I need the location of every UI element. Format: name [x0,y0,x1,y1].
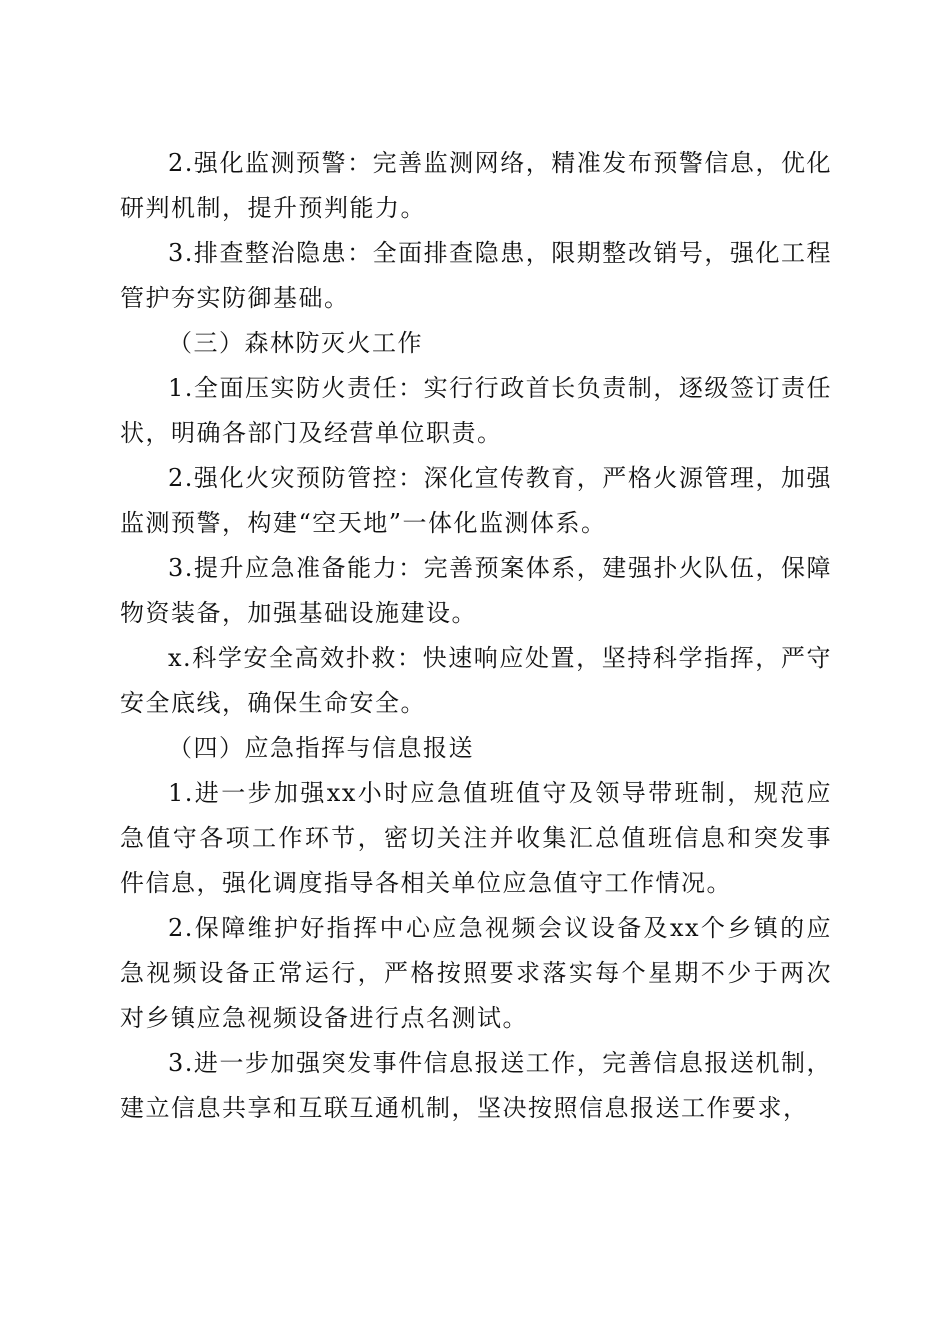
paragraph-hazard-rectification: 3.排查整治隐患：全面排查隐患，限期整改销号，强化工程管护夯实防御基础。 [120,239,832,312]
paragraph-fire-responsibility: 1.全面压实防火责任：实行行政首长负责制，逐级签订责任状，明确各部门及经营单位职责。 [120,374,832,447]
section-heading-emergency-command: （四）应急指挥与信息报送 [168,734,474,762]
section-heading-forest-fire: （三）森林防灭火工作 [168,329,423,357]
paragraph-video-equipment: 2.保障维护好指挥中心应急视频会议设备及xx个乡镇的应急视频设备正常运行，严格按照要求落实每个星期不少于两次对乡镇应急视频设备进行点名测试。 [120,914,832,1032]
paragraph-info-reporting: 3.进一步加强突发事件信息报送工作，完善信息报送机制，建立信息共享和互联互通机制，坚决按照信息报送工作要求， [120,1049,832,1122]
paragraph-fire-prevention: 2.强化火灾预防管控：深化宣传教育，严格火源管理，加强监测预警，构建“空天地”一体化监测体系。 [120,464,832,537]
paragraph-emergency-preparedness: 3.提升应急准备能力：完善预案体系，建强扑火队伍，保障物资装备，加强基础设施建设。 [120,554,832,627]
paragraph-monitoring-warning: 2.强化监测预警：完善监测网络，精准发布预警信息，优化研判机制，提升预判能力。 [120,149,832,222]
paragraph-duty-shift: 1.进一步加强xx小时应急值班值守及领导带班制，规范应急值守各项工作环节，密切关注并收集汇总值班信息和突发事件信息，强化调度指导各相关单位应急值守工作情况。 [120,779,832,897]
document-page [120,141,832,1131]
paragraph-firefighting: x.科学安全高效扑救：快速响应处置，坚持科学指挥，严守安全底线，确保生命安全。 [120,644,832,717]
